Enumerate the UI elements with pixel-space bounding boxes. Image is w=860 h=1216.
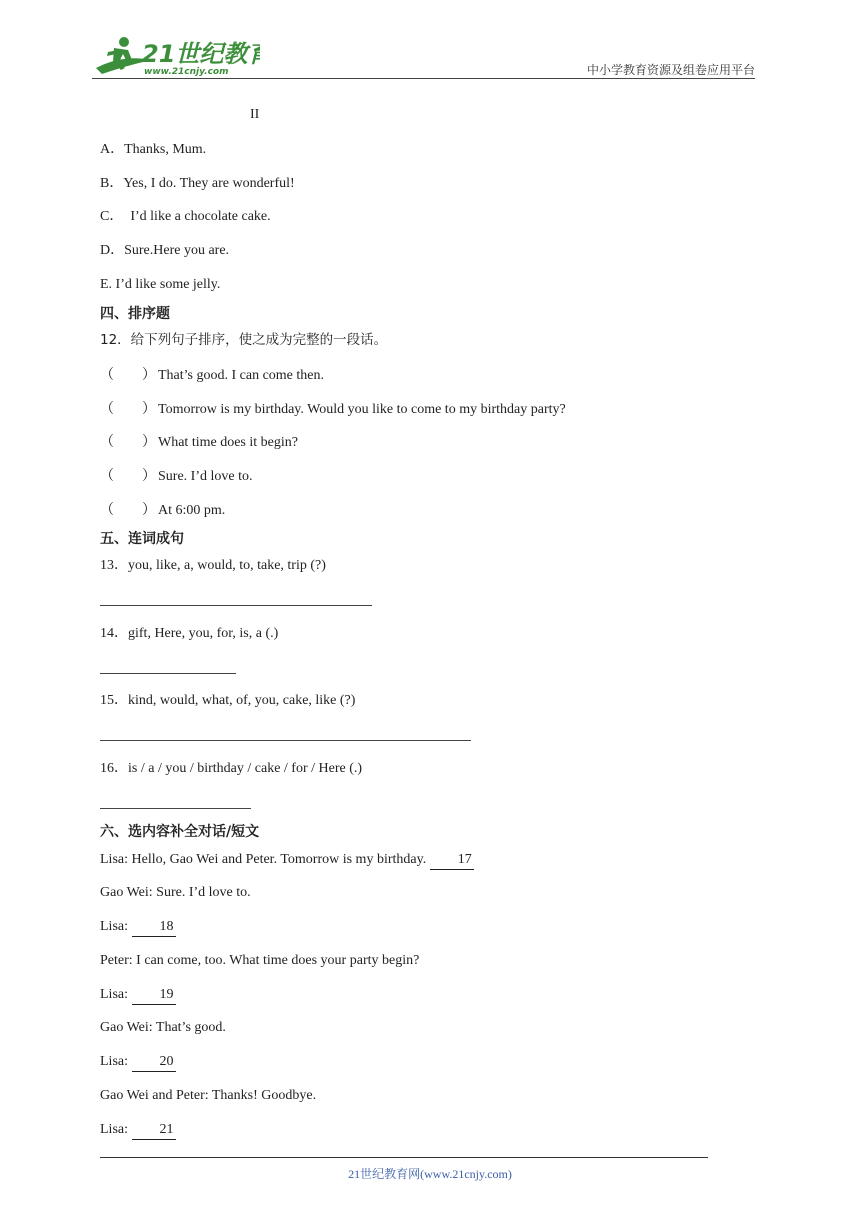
order-item-1 <box>100 366 324 385</box>
blank-17[interactable]: 17 <box>430 851 474 870</box>
option-b: B．Yes, I do. They are wonderful! <box>100 176 295 191</box>
footer-divider <box>100 1157 708 1158</box>
logo-url: www.21cnjy.com <box>144 67 229 77</box>
dialogue-line-2: Gao Wei: Sure. I’d love to. <box>100 885 251 900</box>
answer-line-14[interactable] <box>100 673 236 674</box>
order-item-3 <box>100 433 298 452</box>
dialogue-text: Lisa: <box>100 1054 132 1069</box>
question-16: 16．is / a / you / birthday / cake / for / Here (.) <box>100 761 363 776</box>
order-paren[interactable]: （ ） <box>100 367 156 383</box>
blank-18[interactable]: 18 <box>132 918 176 937</box>
order-item-2 <box>100 400 566 419</box>
order-item-text: Tomorrow is my birthday. Would you like to come to my birthday party? <box>158 402 566 417</box>
order-item-text: That’s good. I can come then. <box>158 368 325 383</box>
order-item-4 <box>100 467 252 486</box>
option-a: A．Thanks, Mum. <box>100 142 207 157</box>
platform-name: 中小学教育资源及组卷应用平台 <box>586 63 755 77</box>
blank-19[interactable]: 19 <box>132 986 176 1005</box>
answer-line-16[interactable] <box>100 808 251 809</box>
dialogue-text: Lisa: Hello, Gao Wei and Peter. Tomorrow is my birthday. <box>100 852 430 867</box>
blank-20[interactable]: 20 <box>132 1053 176 1072</box>
column-label: II <box>250 107 260 122</box>
option-d: D．Sure.Here you are. <box>100 243 230 258</box>
answer-line-15[interactable] <box>100 740 471 741</box>
section-4-title: 四、排序题 <box>100 306 170 322</box>
order-paren[interactable]: （ ） <box>100 434 156 450</box>
dialogue-line-1 <box>100 851 474 870</box>
section-5-title: 五、连词成句 <box>100 531 184 547</box>
dialogue-line-7 <box>100 1053 176 1072</box>
dialogue-text: Lisa: <box>100 987 132 1002</box>
order-paren[interactable]: （ ） <box>100 468 156 484</box>
order-item-text: At 6:00 pm. <box>158 503 226 518</box>
option-c: C． I’d like a chocolate cake. <box>100 209 271 224</box>
dialogue-line-9 <box>100 1121 176 1140</box>
question-15: 15．kind, would, what, of, you, cake, like (?) <box>100 693 356 708</box>
answer-line-13[interactable] <box>100 605 372 606</box>
order-paren[interactable]: （ ） <box>100 401 156 417</box>
runner-logo-icon <box>92 34 260 80</box>
question-12: 12．给下列句子排序，使之成为完整的一段话。 <box>100 332 388 348</box>
dialogue-line-3 <box>100 918 176 937</box>
order-item-text: Sure. I’d love to. <box>158 469 253 484</box>
dialogue-line-8: Gao Wei and Peter: Thanks! Goodbye. <box>100 1088 317 1103</box>
logo-text: 21世纪教育 <box>142 40 260 68</box>
dialogue-line-5 <box>100 986 176 1005</box>
order-item-5 <box>100 501 225 520</box>
question-14: 14．gift, Here, you, for, is, a (.) <box>100 626 279 641</box>
option-e: E. I’d like some jelly. <box>100 277 221 292</box>
dialogue-text: Lisa: <box>100 919 132 934</box>
dialogue-line-6: Gao Wei: That’s good. <box>100 1020 226 1035</box>
dialogue-line-4: Peter: I can come, too. What time does your party begin? <box>100 953 420 968</box>
order-paren[interactable]: （ ） <box>100 502 156 518</box>
question-13: 13．you, like, a, would, to, take, trip (?) <box>100 558 326 573</box>
dialogue-text: Lisa: <box>100 1122 132 1137</box>
header-divider <box>92 78 755 79</box>
footer-text: 21世纪教育网(www.21cnjy.com) <box>348 1167 512 1181</box>
site-logo <box>92 34 260 80</box>
order-item-text: What time does it begin? <box>158 435 298 450</box>
blank-21[interactable]: 21 <box>132 1121 176 1140</box>
section-6-title: 六、选内容补全对话/短文 <box>100 824 260 840</box>
